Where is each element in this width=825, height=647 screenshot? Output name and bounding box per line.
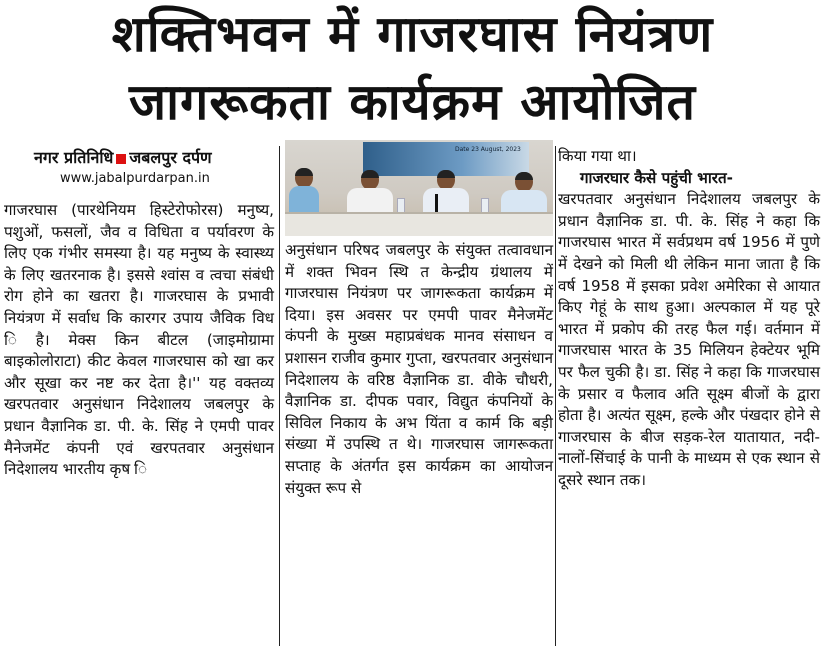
dais-table <box>285 212 553 236</box>
column-3-lead: किया गया था। <box>558 147 637 165</box>
microphone-icon <box>435 194 438 214</box>
column-divider-1 <box>279 146 280 646</box>
byline <box>34 146 212 168</box>
website-url: www.jabalpurdarpan.in <box>60 171 210 186</box>
reporter-label: नगर प्रतिनिधि <box>34 148 114 167</box>
article-column-3 <box>558 146 820 492</box>
banner-date: Date 23 August, 2023 <box>455 146 521 153</box>
event-photo <box>285 140 553 236</box>
column-3-paragraph: खरपतवार अनुसंधान निदेशालय जबलपुर के प्रधान वैज्ञानिक डा. पी. के. सिंह ने कहा कि गाजरघास भारत में सर्वप्रथम वर्ष 1956 में पुणे में देखने को मिली थी लेकिन माना जाता है कि वर्ष 1958 में इसका प्रवेश अमेरिका से आयात किए गेहूं के साथ हुआ। अल्पकाल में यह पूरे भारत में प्रकोप की तरह फैल गई। वर्तमान में गाजरघास भारत के 35 मिलियन हेक्टेयर भूमि पर फैल चुकी है। डा. सिंह ने कहा कि गाजरघास के प्रसार व फैलाव अति सूक्ष्म बीजों के द्वारा होता है। अत्यंत सूक्ष्म, हल्के और पंखदार होने से गाजरघास के बीज सड़क-रेल यातायात, नदी-नालों-सिंचाई के पानी के माध्यम से एक स्थान से दूसरे स्थान तक। <box>558 190 820 489</box>
headline-line-2: जागरूकता कार्यक्रम आयोजित <box>129 73 696 131</box>
article-column-1 <box>4 200 274 481</box>
column-divider-2 <box>555 146 556 646</box>
column-2-paragraph: अनुसंधान परिषद जबलपुर के संयुक्त तत्वावधान में शक्त भिवन स्थि त केन्द्रीय ग्रंथालय में गाजरघास नियंत्रण पर जागरूकता कार्यक्रम में दिया। इस अवसर पर एमपी पावर मैनेजमेंट कंपनी के मुख्स महाप्रबंधक मानव संसाधन व प्रशासन राजीव कुमार गुप्ता, खरपतवार अनुसंधान निदेशालय के वरिष्ठ वैज्ञानिक डा. वीके चौधरी, वैज्ञानिक डा. दीपक पवार, विद्युत कंपनियों के सिविल निकाय के अभ यिंता व कार्म कि बड़ी संख्या में उपस्थि त थे। गाजरघास जागरूकता सप्ताह के अंतर्गत इस कार्यक्रम का आयोजन संयुक्त रूप से <box>285 241 553 497</box>
article-column-2 <box>285 240 553 499</box>
paper-name: जबलपुर दर्पण <box>129 148 212 167</box>
column-1-paragraph: गाजरघास (पारथेनियम हिस्टेरोफोरस) मनुष्य, पशुओं, फसलों, जैव व विधिता व पर्यावरण के लिए एक गंभीर समस्या है। यह मनुष्य के स्वास्थ्य के लिए खतरनाक है। इससे श्वांस व त्वचा संबंधी रोग होने का खतरा है। गाजरघास के प्रभावी नियंत्रण में सर्वाध कि कारगर उपाय जैविक विध ि है। मेक्स किन बीटल (जाइमोग्रामा बाइकोलोराटा) कीट केवल गाजरघास को खा कर और सूखा कर नष्ट कर देता है।'' यह वक्तव्य खरपतवार अनुसंधान निदेशालय जबलपुर के प्रधान वैज्ञानिक डा. पी. के. सिंह ने एमपी पावर मैनेजमेंट कंपनी एवं खरपतवार अनुसंधान निदेशालय भारतीय कृष ि <box>4 201 274 479</box>
red-square-icon <box>116 154 126 164</box>
headline-line-1: शक्तिभवन में गाजरघास नियंत्रण <box>111 5 714 63</box>
column-3-subheading: गाजरघार कैसे पहुंची भारत- <box>580 168 733 187</box>
